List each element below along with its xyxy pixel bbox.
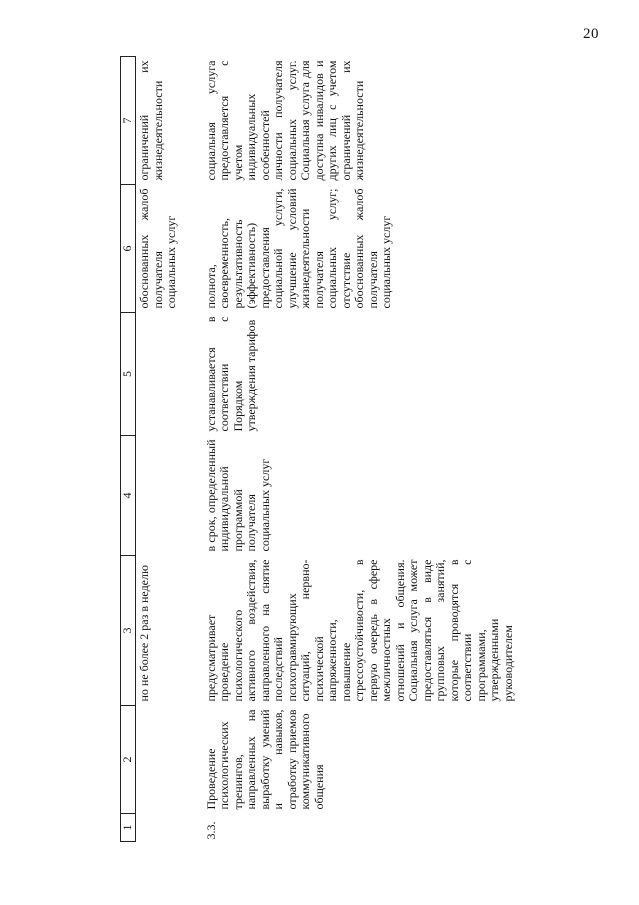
header-row [121, 57, 136, 842]
service-tariff: устанавливается в соответствии с Порядком утверждения тарифов [203, 316, 258, 432]
cont-cell-4 [136, 436, 185, 556]
header-col-4: 4 [121, 436, 136, 556]
service-name: Проведение психологических тренингов, направленных на выработку умений и навыков, отработку приемов коммуникативного общения [203, 709, 326, 810]
cont-cell-7: ограничений их жизнедеятельности [137, 60, 165, 181]
cont-cell-2 [136, 706, 185, 814]
rotated-table-container [120, 57, 615, 842]
table-row [203, 57, 518, 842]
service-quality: полнота, своевременность, результативность (эффективность) предоставления социальной услуги, улучшение условий жизнедеятельности получателя социальных услуг; отсутствие обоснованных жалоб получателя социальных услуг [203, 188, 393, 309]
row-spacer [185, 57, 203, 842]
header-col-5: 5 [121, 313, 136, 436]
continuation-row [136, 57, 185, 842]
cont-cell-6: обоснованных жалоб получателя социальных услуг [137, 188, 178, 309]
row-number: 3.3. [203, 821, 218, 840]
services-table [120, 56, 517, 842]
header-col-7: 7 [121, 57, 136, 185]
page-number: 20 [583, 26, 599, 42]
cont-cell-3: но не более 2 раз в неделю [137, 565, 151, 702]
service-conditions: социальная услуга предоставляется с учетом индивидуальных особенностей личности получателя социальных услуг. Социальная услуга для доступна инвалидов и других лиц с учетом ограничений их жизнедеятельности [203, 60, 366, 181]
header-col-3: 3 [121, 556, 136, 706]
header-col-6: 6 [121, 185, 136, 313]
cont-cell-1 [136, 814, 185, 842]
service-description: предусматривает проведение психологического активного воздействия, направленного на снятие последствий психотравмирующих ситуаций, нервно-психической напряженности, повышение стрессоустойчивости, в первую очередь в сфере межличностных отношений и общения. Социальная услуга может предоставляться в виде групповых занятий, которые проводятся в соответствии с программами, утвержденными руководителем [203, 559, 515, 702]
header-col-1: 1 [121, 814, 136, 842]
header-col-2: 2 [121, 706, 136, 814]
cont-cell-5 [136, 313, 185, 436]
service-term: в срок, определенный индивидуальной программой получателя социальных услуг [203, 439, 272, 552]
